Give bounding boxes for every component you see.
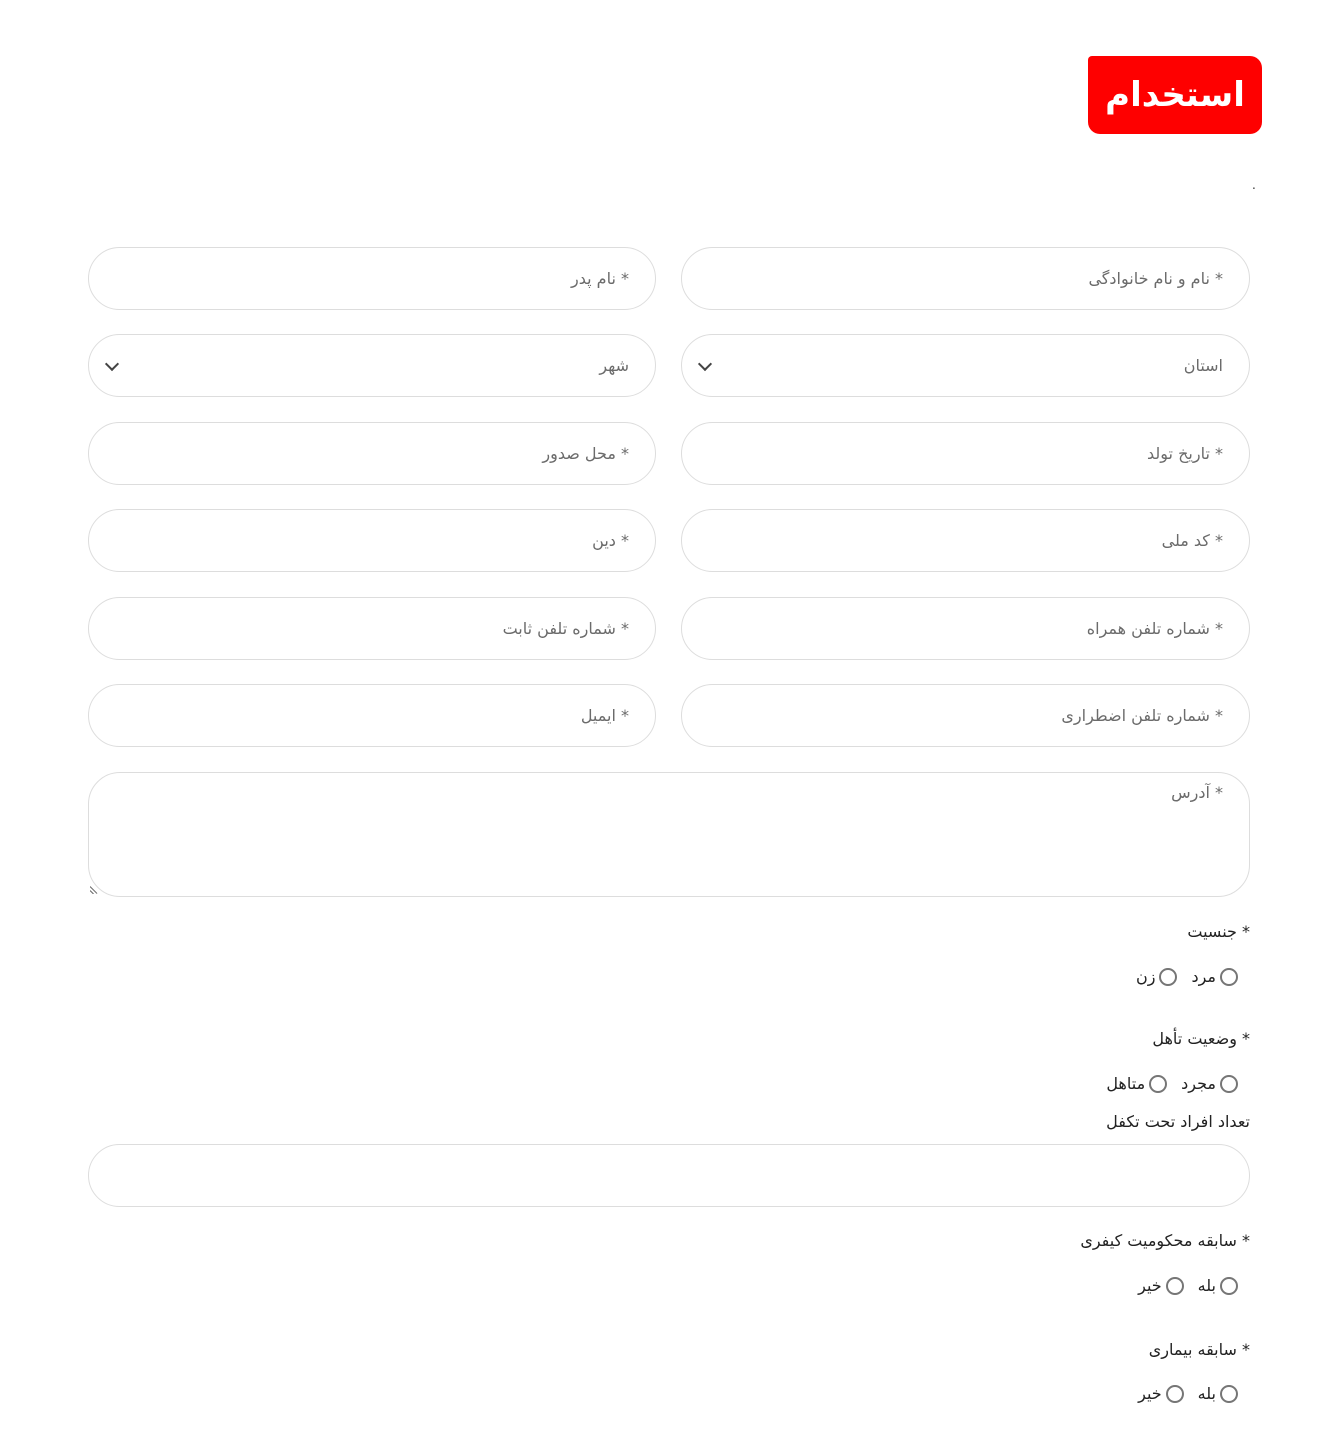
- resize-handle-icon[interactable]: [90, 886, 98, 894]
- medical-history-option-yes[interactable]: [1198, 1384, 1238, 1403]
- emergency-phone-placeholder: * شماره تلفن اضطراری: [1061, 706, 1223, 725]
- dependents-label: تعداد افراد تحت تکفل: [1106, 1112, 1250, 1131]
- marital-option-label: متاهل: [1106, 1074, 1146, 1093]
- full-name-input[interactable]: [681, 247, 1250, 310]
- intro-text: .: [1252, 178, 1256, 192]
- marital-label: * وضعیت تأهل: [1152, 1029, 1250, 1048]
- marital-radio-group: [1092, 1074, 1238, 1093]
- radio-icon[interactable]: [1220, 968, 1238, 986]
- radio-icon[interactable]: [1149, 1075, 1167, 1093]
- province-select-value: استان: [1183, 356, 1223, 375]
- landline-placeholder: * شماره تلفن ثابت: [502, 619, 629, 638]
- mobile-placeholder: * شماره تلفن همراه: [1086, 619, 1223, 638]
- marital-option-single[interactable]: [1181, 1074, 1238, 1093]
- gender-option-female[interactable]: [1136, 967, 1177, 986]
- medical-history-option-label: بله: [1197, 1384, 1216, 1403]
- city-select-value: شهر: [599, 356, 629, 375]
- page-title: استخدام: [1088, 56, 1262, 134]
- birth-date-placeholder: * تاریخ تولد: [1147, 444, 1223, 463]
- criminal-record-option-no[interactable]: [1138, 1276, 1184, 1295]
- mobile-input[interactable]: [681, 597, 1250, 660]
- radio-icon[interactable]: [1166, 1277, 1184, 1295]
- criminal-record-option-yes[interactable]: [1198, 1276, 1238, 1295]
- gender-radio-group: [1122, 967, 1238, 986]
- issue-place-placeholder: * محل صدور: [542, 444, 629, 463]
- email-input[interactable]: [88, 684, 656, 747]
- medical-history-radio-group: [1124, 1384, 1238, 1403]
- medical-history-option-no[interactable]: [1138, 1384, 1184, 1403]
- emergency-phone-input[interactable]: [681, 684, 1250, 747]
- criminal-record-radio-group: [1124, 1276, 1238, 1295]
- criminal-record-option-label: بله: [1197, 1276, 1216, 1295]
- chevron-down-icon: [105, 356, 119, 370]
- national-code-placeholder: * کد ملی: [1161, 531, 1223, 550]
- province-select[interactable]: [681, 334, 1250, 397]
- gender-option-label: مرد: [1191, 967, 1216, 986]
- medical-history-label: * سابقه بیماری: [1148, 1340, 1250, 1359]
- radio-icon[interactable]: [1159, 968, 1177, 986]
- gender-option-male[interactable]: [1191, 967, 1238, 986]
- birth-date-input[interactable]: [681, 422, 1250, 485]
- marital-option-label: مجرد: [1181, 1074, 1216, 1093]
- issue-place-input[interactable]: [88, 422, 656, 485]
- address-textarea[interactable]: [88, 772, 1250, 897]
- dependents-input[interactable]: [88, 1144, 1250, 1207]
- radio-icon[interactable]: [1220, 1277, 1238, 1295]
- address-placeholder: * آدرس: [1171, 783, 1223, 802]
- gender-option-label: زن: [1135, 967, 1156, 986]
- religion-placeholder: * دین: [592, 531, 629, 550]
- national-code-input[interactable]: [681, 509, 1250, 572]
- chevron-down-icon: [698, 356, 712, 370]
- medical-history-option-label: خیر: [1138, 1384, 1162, 1403]
- criminal-record-label: * سابقه محکومیت کیفری: [1080, 1231, 1250, 1250]
- criminal-record-option-label: خیر: [1138, 1276, 1162, 1295]
- marital-option-married[interactable]: [1106, 1074, 1167, 1093]
- radio-icon[interactable]: [1166, 1385, 1184, 1403]
- gender-label: * جنسیت: [1187, 922, 1250, 941]
- radio-icon[interactable]: [1220, 1075, 1238, 1093]
- religion-input[interactable]: [88, 509, 656, 572]
- father-name-input[interactable]: [88, 247, 656, 310]
- landline-input[interactable]: [88, 597, 656, 660]
- radio-icon[interactable]: [1220, 1385, 1238, 1403]
- city-select[interactable]: [88, 334, 656, 397]
- full-name-placeholder: * نام و نام خانوادگی: [1088, 269, 1223, 288]
- email-placeholder: * ایمیل: [580, 706, 629, 725]
- father-name-placeholder: * نام پدر: [571, 269, 629, 288]
